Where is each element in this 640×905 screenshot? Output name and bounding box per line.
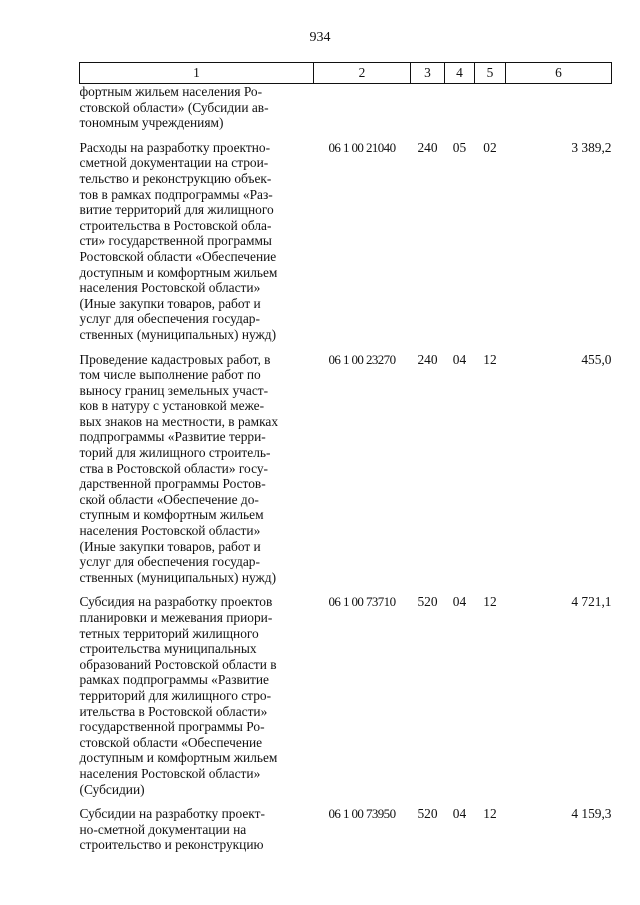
section-code [445,84,475,131]
description-line: но-сметной документации на [79,821,247,837]
description-line: ской области «Обеспечение до- [79,491,259,507]
amount: 3 389,2 [571,139,612,155]
description-line: тетных территорий жилищного [79,625,259,641]
description-line: тономным учреждениям) [79,115,224,131]
description-line: населения Ростовской области» [79,765,261,781]
description-line: образований Ростовской области в [79,656,277,672]
expense-type: 240 [417,351,438,367]
column-header: 5 [475,63,506,84]
table-header-row [80,63,612,84]
subsection-code [475,84,506,131]
budget-code: 06 1 00 73710 [328,594,396,610]
description-line: сметной документации на строи- [79,155,269,171]
description-line: (Субсидии) [79,781,145,797]
description-line: стовской области» (Субсидии ав- [79,99,269,115]
section-code: 05 [452,139,467,155]
description-line: ступным и комфортным жильем [79,507,264,523]
amount: 4 159,3 [571,806,612,822]
expense-type [411,84,445,131]
amount [506,84,612,131]
amount: 455,0 [581,351,612,367]
table-row [80,140,612,343]
column-header: 1 [80,63,314,84]
section-code: 04 [452,806,467,822]
description-line: Субсидии на разработку проект- [79,806,265,822]
expense-type: 520 [417,806,438,822]
description-line: (Иные закупки товаров, работ и [79,538,261,554]
subsection-code: 12 [483,594,497,610]
description-line: доступным и комфортным жильем [79,264,278,280]
subsection-code: 02 [483,139,497,155]
subsection-code: 12 [483,806,497,822]
description-line: стовской области «Обеспечение [79,734,263,750]
description-line: ков в натуру с установкой меже- [79,398,265,414]
row-description [80,352,314,586]
description-line: сти» государственной программы [79,233,272,249]
description-line: доступным и комфортным жильем [79,750,278,766]
table-row [80,594,612,797]
row-description [80,84,314,131]
amount: 4 721,1 [571,594,612,610]
description-line: витие территорий для жилищного [79,202,274,218]
description-line: ственных (муниципальных) нужд) [79,326,277,342]
column-header: 4 [445,63,475,84]
budget-code: 06 1 00 73950 [328,806,396,822]
description-line: Ростовской области «Обеспечение [79,248,277,264]
budget-table [79,62,612,853]
row-description [80,140,314,343]
row-gap [80,797,612,806]
description-line: территорий для жилищного стро- [79,687,272,703]
description-line: ительства в Ростовской области» [79,703,268,719]
description-line: услуг для обеспечения государ- [79,554,260,570]
description-line: выносу границ земельных участ- [79,382,269,398]
subsection-code: 12 [483,351,497,367]
description-line: подпрограммы «Развитие терри- [79,429,266,445]
description-line: том числе выполнение работ по [79,367,261,383]
column-header: 2 [314,63,411,84]
description-line: фортным жильем населения Ро- [79,84,263,99]
description-line: Расходы на разработку проектно- [79,139,271,155]
description-line: рамках подпрограммы «Развитие [79,672,269,688]
description-line: государственной программы Ро- [79,719,265,735]
description-line: строительства в Ростовской обла- [79,217,272,233]
row-gap [80,131,612,140]
description-line: населения Ростовской области» [79,280,261,296]
table-body [80,84,612,853]
description-line: Проведение кадастровых работ, в [79,351,271,367]
description-line: строительства муниципальных [79,641,257,657]
description-line: населения Ростовской области» [79,523,261,539]
row-description [80,594,314,797]
budget-code: 06 1 00 21040 [328,139,396,155]
description-line: услуг для обеспечения государ- [79,311,260,327]
section-code: 04 [452,351,467,367]
description-line: тельство и реконструкцию объек- [79,170,272,186]
description-line: ственных (муниципальных) нужд) [79,569,277,585]
description-line: вых знаков на местности, в рамках [79,413,279,429]
column-header: 3 [411,63,445,84]
description-line: торий для жилищного строитель- [79,445,271,461]
budget-code [314,84,411,131]
page-number: 934 [309,30,331,45]
table-row [80,806,612,853]
description-line: Субсидия на разработку проектов [79,594,273,610]
column-header: 6 [506,63,612,84]
description-line: строительство и реконструкцию [79,837,264,853]
description-line: планировки и межевания приори- [79,610,273,625]
row-gap [80,585,612,594]
budget-code: 06 1 00 23270 [328,351,396,367]
expense-type: 520 [417,594,438,610]
row-gap [80,343,612,352]
description-line: тов в рамках подпрограммы «Раз- [79,186,273,202]
description-line: дарственной программы Ростов- [79,476,266,492]
section-code: 04 [452,594,467,610]
row-description [80,806,314,853]
description-line: ства в Ростовской области» госу- [79,460,268,476]
description-line: (Иные закупки товаров, работ и [79,295,261,311]
table-row [80,84,612,131]
expense-type: 240 [417,139,438,155]
table-row [80,352,612,586]
